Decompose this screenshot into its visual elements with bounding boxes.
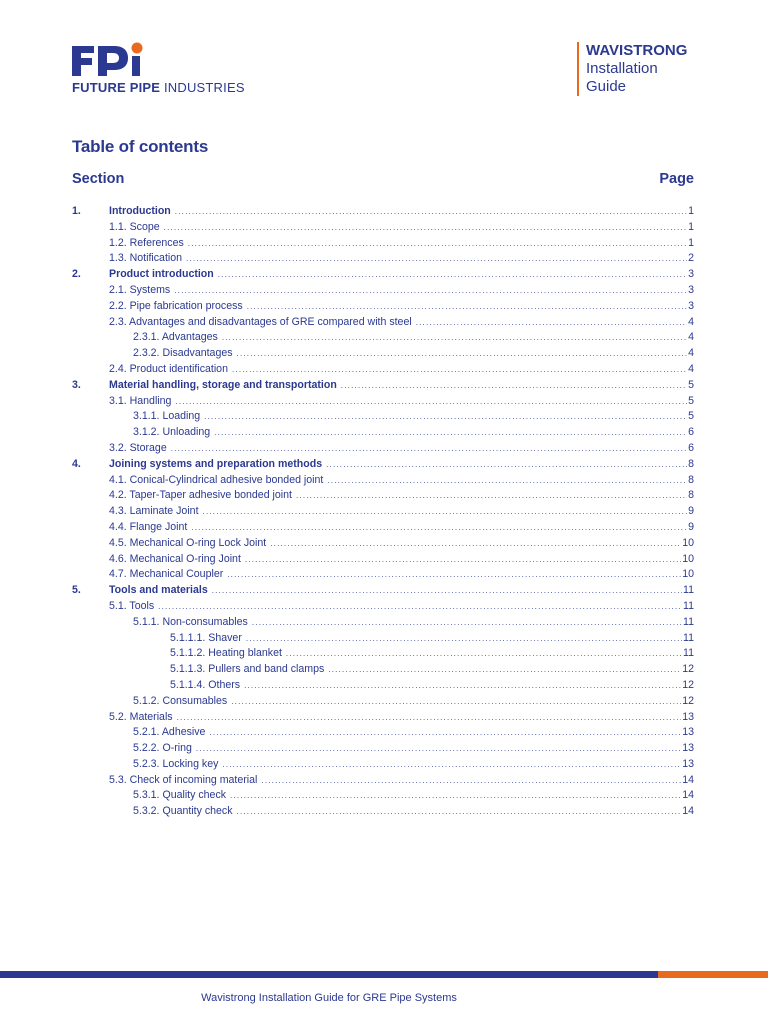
toc-entry[interactable] bbox=[72, 474, 694, 490]
toc-entry-label: 2.2. Pipe fabrication process bbox=[109, 299, 243, 312]
toc-leader-dots bbox=[175, 397, 687, 406]
toc-entry[interactable] bbox=[72, 205, 694, 221]
toc-entry-label: 2.4. Product identification bbox=[109, 362, 228, 375]
toc-entry[interactable] bbox=[72, 758, 694, 774]
toc-leader-dots bbox=[158, 602, 682, 611]
toc-leader-dots bbox=[188, 239, 687, 248]
toc-entry[interactable] bbox=[72, 379, 694, 395]
toc-entry-page: 1 bbox=[688, 205, 694, 217]
toc-entry-page: 1 bbox=[688, 220, 694, 233]
toc-entry-page: 11 bbox=[683, 631, 694, 644]
toc-leader-dots bbox=[212, 586, 682, 595]
toc-entry-page: 5 bbox=[688, 410, 694, 423]
toc-entry[interactable] bbox=[72, 331, 694, 347]
toc-entry-label: 5.3.2. Quantity check bbox=[133, 805, 233, 818]
company-name: FUTURE PIPE INDUSTRIES bbox=[72, 80, 245, 95]
guide-title-block bbox=[577, 42, 687, 96]
toc-entry-label: 1.3. Notification bbox=[109, 252, 183, 265]
toc-entry-page: 3 bbox=[688, 268, 694, 281]
toc-entry-page: 8 bbox=[688, 457, 694, 470]
toc-leader-dots bbox=[196, 744, 681, 753]
section-column-header: Section bbox=[72, 171, 125, 187]
toc-entry-page: 11 bbox=[683, 584, 694, 597]
toc-leader-dots bbox=[186, 254, 687, 263]
toc-leader-dots bbox=[252, 618, 682, 627]
toc-leader-dots bbox=[203, 507, 688, 516]
toc-entry-label: Material handling, storage and transportation bbox=[109, 378, 337, 391]
toc-leader-dots bbox=[232, 365, 687, 374]
toc-entry-page: 13 bbox=[682, 710, 694, 723]
toc-entry-page: 4 bbox=[688, 362, 694, 375]
toc-leader-dots bbox=[327, 476, 687, 485]
toc-leader-dots bbox=[246, 634, 682, 643]
footer-text: Wavistrong Installation Guide for GRE Pipe Systems bbox=[201, 992, 457, 1004]
toc-leader-dots bbox=[218, 270, 687, 279]
toc-entry-number: 3. bbox=[72, 378, 81, 391]
toc-entry-label: Tools and materials bbox=[109, 584, 208, 597]
toc-entry-page: 4 bbox=[688, 315, 694, 328]
toc-leader-dots bbox=[214, 428, 687, 437]
toc-entry-label: 3.2. Storage bbox=[109, 441, 167, 454]
toc-entry[interactable] bbox=[72, 505, 694, 521]
toc-entry[interactable] bbox=[72, 616, 694, 632]
toc-entry-page: 4 bbox=[688, 331, 694, 344]
toc-entry-label: 5.2.1. Adhesive bbox=[133, 726, 206, 739]
guide-brand: WAVISTRONG bbox=[586, 42, 688, 59]
toc-entry-page: 11 bbox=[683, 599, 694, 612]
toc-entry[interactable] bbox=[72, 458, 694, 474]
toc-entry[interactable] bbox=[72, 347, 694, 363]
toc-leader-dots bbox=[237, 349, 688, 358]
toc-entry-label: 4.2. Taper-Taper adhesive bonded joint bbox=[109, 489, 292, 502]
toc-entry[interactable] bbox=[72, 426, 694, 442]
toc-entry-page: 3 bbox=[688, 299, 694, 312]
toc-entry[interactable] bbox=[72, 742, 694, 758]
toc-entry[interactable] bbox=[72, 252, 694, 268]
toc-leader-dots bbox=[296, 491, 687, 500]
toc-leader-dots bbox=[231, 697, 681, 706]
toc-entry-page: 8 bbox=[688, 489, 694, 502]
toc-entry[interactable] bbox=[72, 600, 694, 616]
toc-entry-label: 3.1. Handling bbox=[109, 394, 172, 407]
toc-entry[interactable] bbox=[72, 553, 694, 569]
toc-entry-label: 2.3.1. Advantages bbox=[133, 331, 218, 344]
toc-entry-page: 12 bbox=[682, 694, 694, 707]
toc-entry-number: 1. bbox=[72, 205, 81, 217]
toc-entry-number: 2. bbox=[72, 268, 81, 281]
guide-line-2: Guide bbox=[586, 78, 627, 95]
toc-entry[interactable] bbox=[72, 316, 694, 332]
toc-entry-page: 2 bbox=[688, 252, 694, 265]
toc-leader-dots bbox=[222, 333, 687, 342]
toc-entry-label: 5.1.1.1. Shaver bbox=[170, 631, 242, 644]
toc-leader-dots bbox=[191, 523, 687, 532]
toc-leader-dots bbox=[177, 713, 682, 722]
toc-entry-label: 5.1.1.2. Heating blanket bbox=[170, 647, 282, 660]
toc-entry[interactable] bbox=[72, 284, 694, 300]
toc-entry-page: 5 bbox=[688, 378, 694, 391]
toc-entry-page: 1 bbox=[688, 236, 694, 249]
toc-entry-label: Product introduction bbox=[109, 268, 214, 281]
toc-entry[interactable] bbox=[72, 442, 694, 458]
toc-leader-dots bbox=[175, 207, 687, 216]
toc-leader-dots bbox=[222, 760, 681, 769]
toc-entry[interactable] bbox=[72, 363, 694, 379]
toc-entry[interactable] bbox=[72, 695, 694, 711]
toc-leader-dots bbox=[416, 318, 687, 327]
footer-bar-blue bbox=[0, 971, 658, 978]
toc-entry-label: 5.1.1.3. Pullers and band clamps bbox=[170, 663, 325, 676]
toc-leader-dots bbox=[286, 649, 682, 658]
toc-entry[interactable] bbox=[72, 726, 694, 742]
toc-entry-label: 2.3. Advantages and disadvantages of GRE compared with steel bbox=[109, 315, 412, 328]
toc-entry[interactable] bbox=[72, 537, 694, 553]
toc-entry-page: 13 bbox=[682, 757, 694, 770]
toc-leader-dots bbox=[171, 444, 687, 453]
toc-leader-dots bbox=[328, 665, 681, 674]
toc-entry-label: 5.2.3. Locking key bbox=[133, 757, 219, 770]
toc-entry[interactable] bbox=[72, 395, 694, 411]
toc-entry[interactable] bbox=[72, 679, 694, 695]
toc-entry-label: 5.1.1. Non-consumables bbox=[133, 615, 248, 628]
toc-entry-label: 4.1. Conical-Cylindrical adhesive bonded joint bbox=[109, 473, 324, 486]
toc-entry-label: Joining systems and preparation methods bbox=[109, 457, 323, 470]
toc-leader-dots bbox=[230, 791, 681, 800]
toc-list bbox=[72, 205, 694, 821]
toc-entry-label: 2.1. Systems bbox=[109, 283, 171, 296]
toc-entry[interactable] bbox=[72, 489, 694, 505]
toc-entry-page: 13 bbox=[682, 742, 694, 755]
toc-entry[interactable] bbox=[72, 221, 694, 237]
toc-entry-label: 5.2.2. O-ring bbox=[133, 742, 192, 755]
toc-entry[interactable] bbox=[72, 268, 694, 284]
toc-entry-label: 3.1.1. Loading bbox=[133, 410, 201, 423]
toc-entry[interactable] bbox=[72, 410, 694, 426]
toc-entry[interactable] bbox=[72, 711, 694, 727]
toc-leader-dots bbox=[164, 223, 687, 232]
toc-entry-label: 4.4. Flange Joint bbox=[109, 520, 188, 533]
toc-entry-page: 14 bbox=[682, 805, 694, 818]
toc-entry-label: 5.3. Check of incoming material bbox=[109, 773, 258, 786]
toc-entry-page: 11 bbox=[683, 647, 694, 660]
toc-leader-dots bbox=[261, 776, 681, 785]
toc-entry-label: 4.5. Mechanical O-ring Lock Joint bbox=[109, 536, 267, 549]
toc-entry-page: 9 bbox=[688, 505, 694, 518]
toc-leader-dots bbox=[227, 570, 681, 579]
company-logo bbox=[72, 42, 272, 97]
toc-leader-dots bbox=[244, 681, 681, 690]
toc-leader-dots bbox=[341, 381, 687, 390]
toc-title: Table of contents bbox=[72, 137, 209, 156]
toc-entry-label: 5.1.2. Consumables bbox=[133, 694, 228, 707]
toc-entry-page: 12 bbox=[682, 663, 694, 676]
toc-leader-dots bbox=[270, 539, 681, 548]
toc-entry-page: 6 bbox=[688, 426, 694, 439]
toc-entry-number: 4. bbox=[72, 457, 81, 470]
toc-entry-page: 10 bbox=[682, 552, 694, 565]
toc-entry[interactable] bbox=[72, 568, 694, 584]
toc-leader-dots bbox=[237, 807, 682, 816]
toc-entry-label: 5.3.1. Quality check bbox=[133, 789, 227, 802]
toc-entry[interactable] bbox=[72, 774, 694, 790]
toc-entry[interactable] bbox=[72, 584, 694, 600]
toc-leader-dots bbox=[245, 555, 681, 564]
toc-entry-page: 6 bbox=[688, 441, 694, 454]
toc-entry[interactable] bbox=[72, 237, 694, 253]
toc-leader-dots bbox=[247, 302, 687, 311]
page-column-header: Page bbox=[659, 171, 694, 187]
toc-entry-label: 1.1. Scope bbox=[109, 220, 160, 233]
footer-bar-orange bbox=[658, 971, 768, 978]
toc-entry-label: 4.3. Laminate Joint bbox=[109, 505, 199, 518]
toc-entry-page: 11 bbox=[683, 615, 694, 628]
toc-entry[interactable] bbox=[72, 663, 694, 679]
toc-entry-page: 14 bbox=[682, 789, 694, 802]
toc-entry-page: 12 bbox=[682, 678, 694, 691]
toc-entry[interactable] bbox=[72, 632, 694, 648]
toc-entry-page: 13 bbox=[682, 726, 694, 739]
toc-entry[interactable] bbox=[72, 805, 694, 821]
toc-entry-page: 4 bbox=[688, 347, 694, 360]
toc-entry-label: Introduction bbox=[109, 205, 171, 217]
toc-entry-label: 5.1.1.4. Others bbox=[170, 678, 241, 691]
toc-leader-dots bbox=[204, 412, 687, 421]
toc-entry-page: 5 bbox=[688, 394, 694, 407]
toc-entry-page: 3 bbox=[688, 283, 694, 296]
toc-entry-label: 4.7. Mechanical Coupler bbox=[109, 568, 224, 581]
toc-entry-label: 5.2. Materials bbox=[109, 710, 173, 723]
fpi-logo-icon bbox=[72, 42, 152, 80]
toc-entry-page: 8 bbox=[688, 473, 694, 486]
toc-entry-number: 5. bbox=[72, 584, 81, 597]
toc-entry-page: 10 bbox=[682, 568, 694, 581]
toc-entry-page: 10 bbox=[682, 536, 694, 549]
toc-leader-dots bbox=[209, 728, 681, 737]
toc-entry[interactable] bbox=[72, 647, 694, 663]
toc-entry-page: 14 bbox=[682, 773, 694, 786]
toc-entry-page: 9 bbox=[688, 520, 694, 533]
toc-entry-label: 4.6. Mechanical O-ring Joint bbox=[109, 552, 241, 565]
toc-entry[interactable] bbox=[72, 521, 694, 537]
guide-line-1: Installation bbox=[586, 60, 658, 77]
toc-entry-label: 5.1. Tools bbox=[109, 599, 155, 612]
toc-leader-dots bbox=[326, 460, 687, 469]
toc-entry-label: 2.3.2. Disadvantages bbox=[133, 347, 233, 360]
toc-entry-label: 1.2. References bbox=[109, 236, 184, 249]
toc-entry-label: 3.1.2. Unloading bbox=[133, 426, 211, 439]
toc-leader-dots bbox=[174, 286, 687, 295]
toc-entry[interactable] bbox=[72, 300, 694, 316]
toc-entry[interactable] bbox=[72, 789, 694, 805]
